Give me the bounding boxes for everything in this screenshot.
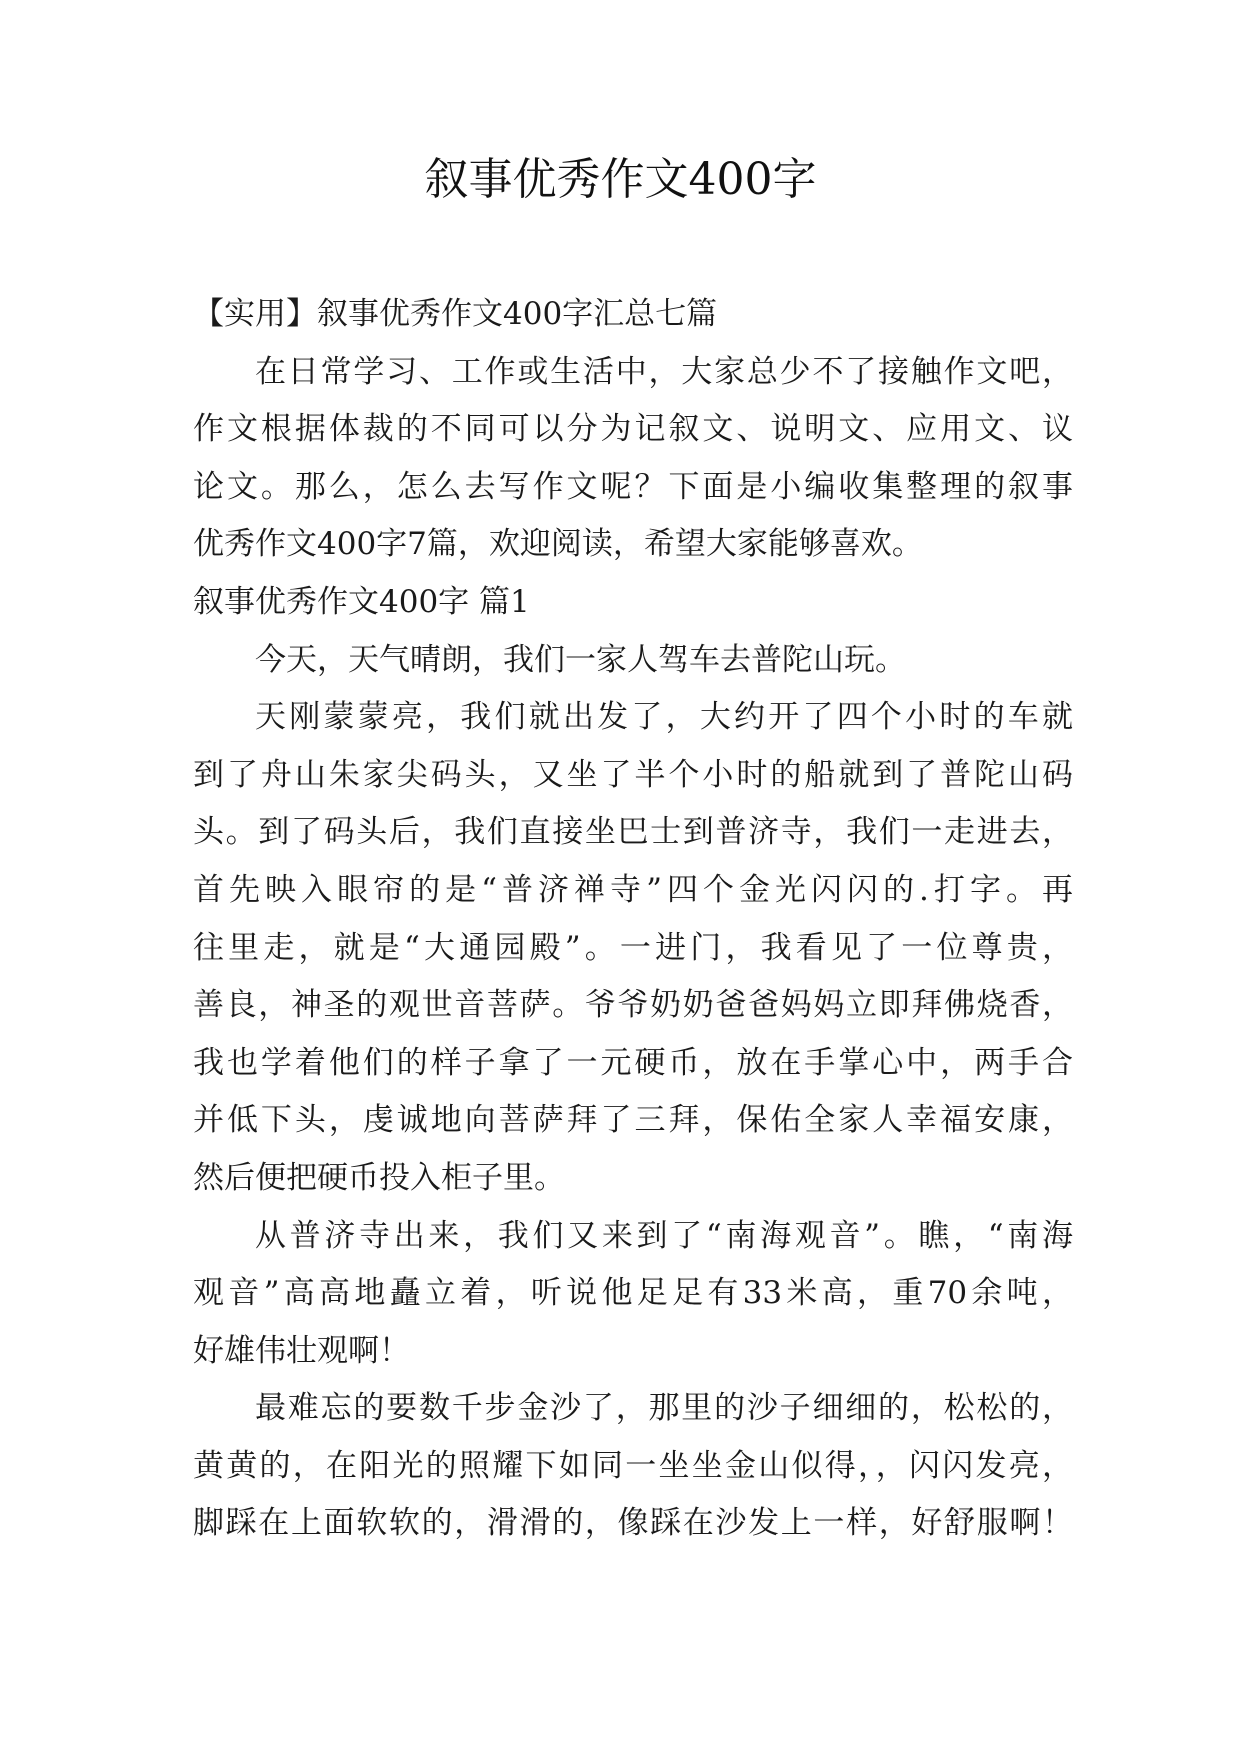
paragraph-line: 天刚蒙蒙亮，我们就出发了，大约开了四个小时的车就 [255,699,1073,736]
paragraph-line: 优秀作文400字7篇，欢迎阅读，希望大家能够喜欢。 [193,526,923,563]
paragraph-line: 论文。那么，怎么去写作文呢？下面是小编收集整理的叙事 [193,468,1073,505]
paragraph-line: 善良，神圣的观世音菩萨。爷爷奶奶爸爸妈妈立即拜佛烧香， [193,987,1073,1024]
paragraph-line: 最难忘的要数千步金沙了，那里的沙子细细的，松松的， [255,1390,1073,1427]
document-body [193,286,1073,1553]
paragraph-line: 到了舟山朱家尖码头，又坐了半个小时的船就到了普陀山码 [193,756,1073,793]
paragraph-line: 好雄伟壮观啊！ [193,1332,410,1369]
document-title: 叙事优秀作文400字 [424,154,817,205]
paragraph-line: 并低下头，虔诚地向菩萨拜了三拜，保佑全家人幸福安康， [193,1102,1073,1139]
paragraph-line: 首先映入眼帘的是“普济禅寺”四个金光闪闪的.打字。再 [193,871,1073,908]
paragraph-line: 头。到了码头后，我们直接坐巴士到普济寺，我们一走进去， [193,814,1073,851]
paragraph-line: 从普济寺出来，我们又来到了“南海观音”。瞧，“南海 [255,1217,1073,1254]
paragraph-line: 今天，天气晴朗，我们一家人驾车去普陀山玩。 [255,641,906,678]
section-heading: 叙事优秀作文400字 篇1 [193,583,530,620]
paragraph-line: 脚踩在上面软软的，滑滑的，像踩在沙发上一样，好舒服啊！ [193,1505,1073,1542]
subtitle-line: 【实用】叙事优秀作文400字汇总七篇 [193,296,718,332]
paragraph-line: 黄黄的，在阳光的照耀下如同一坐坐金山似得，，闪闪发亮， [193,1447,1073,1484]
paragraph-line: 往里走，就是“大通园殿”。一进门，我看见了一位尊贵， [193,929,1073,966]
paragraph-line: 作文根据体裁的不同可以分为记叙文、说明文、应用文、议 [193,411,1073,448]
paragraph-line: 我也学着他们的样子拿了一元硬币，放在手掌心中，两手合 [193,1044,1073,1081]
paragraph-line: 然后便把硬币投入柜子里。 [193,1159,565,1196]
paragraph-line: 在日常学习、工作或生活中，大家总少不了接触作文吧， [255,353,1073,390]
paragraph-line: 观音”高高地矗立着，听说他足足有33米高，重70余吨， [193,1275,1073,1312]
